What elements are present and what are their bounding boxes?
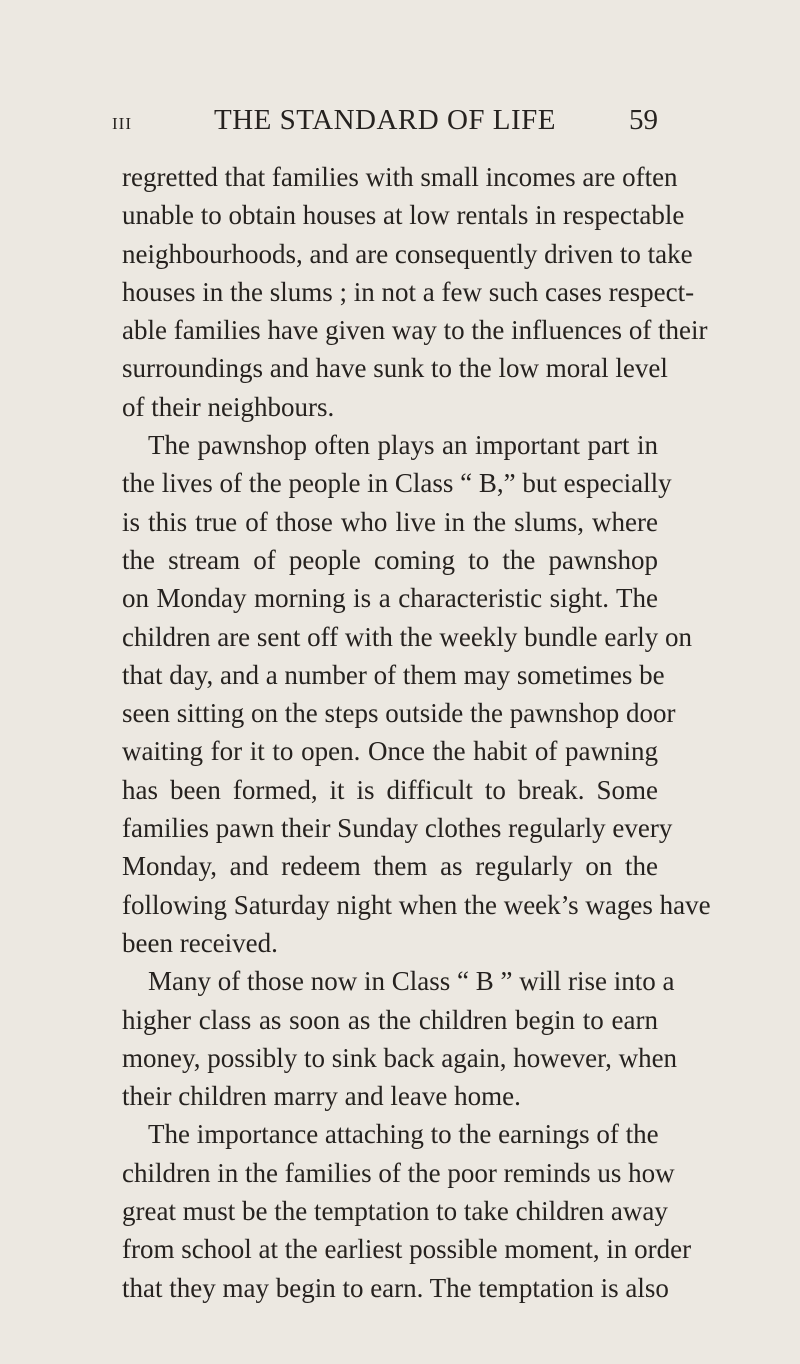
text-line: that day, and a number of them may sometimes be — [122, 659, 665, 690]
page-number: 59 — [629, 104, 658, 136]
text-line: has been formed, it is difficult to break. Some — [122, 774, 658, 805]
text-line: Monday, and redeem them as regularly on the — [122, 851, 658, 882]
text-line: their children marry and leave home. — [122, 1081, 521, 1112]
text-line: regretted that families with small incomes are often — [122, 162, 678, 192]
text-line: the stream of people coming to the pawnshop — [122, 544, 658, 575]
body-text — [122, 158, 711, 1307]
text-line: great must be the temptation to take children away — [122, 1196, 668, 1227]
text-line: The importance attaching to the earnings of the — [148, 1119, 659, 1150]
text-line: surroundings and have sunk to the low moral level — [122, 353, 668, 384]
running-title: THE STANDARD OF LIFE — [214, 104, 556, 136]
text-line: the lives of the people in Class “ B,” but especially — [122, 468, 672, 499]
text-line: been received. — [122, 927, 278, 958]
text-line: children are sent off with the weekly bundle early on — [122, 621, 693, 652]
text-line: of their neighbours. — [122, 391, 335, 422]
text-line: Many of those now in Class “ B ” will rise into a — [148, 966, 675, 997]
text-line: neighbourhoods, and are consequently driven to take — [122, 238, 693, 269]
chapter-number: III — [112, 114, 132, 133]
text-line: on Monday morning is a characteristic sight. The — [122, 583, 658, 614]
text-line: waiting for it to open. Once the habit of pawning — [122, 736, 658, 767]
text-line: following Saturday night when the week’s wages have — [122, 889, 711, 920]
text-line: seen sitting on the steps outside the pawnshop door — [122, 698, 676, 729]
text-line: higher class as soon as the children begin to earn — [122, 1004, 658, 1035]
text-line: families pawn their Sunday clothes regularly every — [122, 813, 673, 844]
text-line: able families have given way to the influences of their — [122, 315, 708, 346]
text-line: from school at the earliest possible moment, in order — [122, 1234, 692, 1265]
running-head — [112, 104, 658, 140]
text-line: houses in the slums ; in not a few such cases respect- — [122, 276, 695, 307]
text-line: unable to obtain houses at low rentals in respectable — [122, 200, 685, 231]
text-line: money, possibly to sink back again, however, when — [122, 1042, 678, 1073]
text-line: The pawnshop often plays an important part in — [148, 430, 658, 461]
text-line: children in the families of the poor reminds us how — [122, 1157, 675, 1188]
text-line: is this true of those who live in the slums, where — [122, 506, 658, 537]
text-line: that they may begin to earn. The temptation is also — [122, 1272, 669, 1303]
